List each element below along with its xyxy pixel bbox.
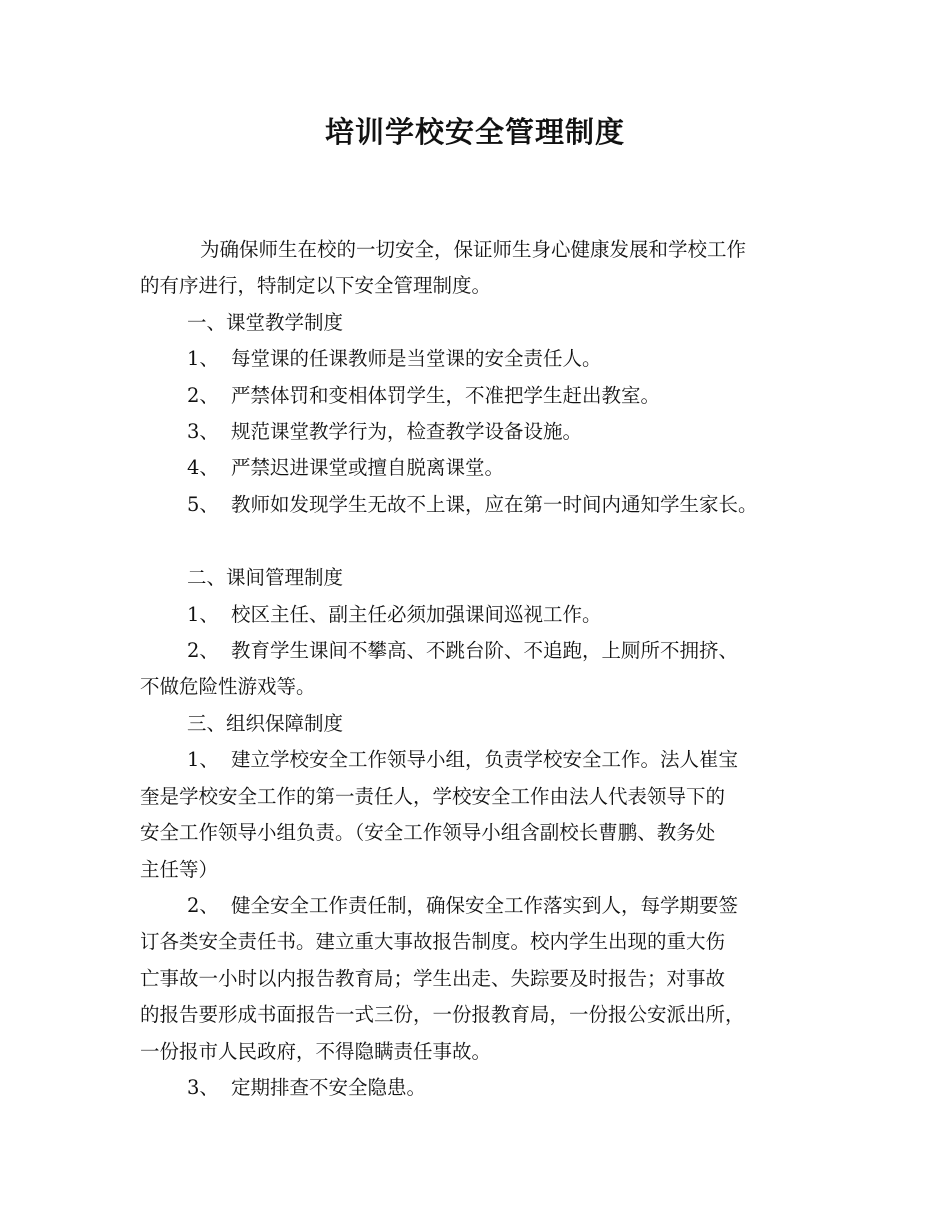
item-continuation-line: 亡事故一小时以内报告教育局；学生出走、失踪要及时报告；对事故 [140, 966, 726, 990]
item-number: 1、 [187, 602, 219, 626]
item-continuation-line: 订各类安全责任书。建立重大事故报告制度。校内学生出现的重大伤 [140, 930, 726, 954]
intro-paragraph [140, 232, 812, 305]
item-text: 每堂课的任课教师是当堂课的安全责任人。 [231, 347, 602, 371]
item-number: 3、 [187, 1075, 219, 1099]
item-number: 1、 [187, 347, 219, 371]
intro-line: 为确保师生在校的一切安全，保证师生身心健康发展和学校工作 [200, 238, 747, 261]
item-number: 1、 [187, 748, 219, 772]
item-number: 2、 [187, 893, 219, 917]
list-item [140, 378, 812, 414]
item-text: 严禁迟进课堂或擅自脱离课堂。 [231, 456, 505, 480]
item-text: 健全安全工作责任制，确保安全工作落实到人，每学期要签 [231, 893, 739, 917]
list-item [140, 742, 812, 778]
document-title: 培训学校安全管理制度 [324, 115, 625, 149]
item-continuation-line: 不做危险性游戏等。 [140, 675, 316, 699]
item-number: 4、 [187, 456, 219, 480]
item-text: 规范课堂教学行为，检查教学设备设施。 [231, 420, 583, 444]
item-continuation-line: 的报告要形成书面报告一式三份，一份报教育局，一份报公安派出所， [140, 1003, 745, 1027]
item-text: 建立学校安全工作领导小组，负责学校安全工作。法人崔宝 [231, 748, 739, 772]
item-number: 2、 [187, 639, 219, 663]
list-item [140, 597, 812, 633]
document-body [140, 232, 812, 1106]
item-number: 2、 [187, 383, 219, 407]
item-continuation-line: 主任等） [140, 857, 219, 881]
list-item [140, 888, 812, 924]
item-text: 教育学生课间不攀高、不跳台阶、不追跑，上厕所不拥挤、 [231, 639, 739, 663]
list-item [140, 487, 812, 523]
item-number: 5、 [187, 492, 219, 516]
item-text: 教师如发现学生无故不上课，应在第一时间内通知学生家长。 [231, 492, 758, 516]
list-item [140, 1070, 812, 1106]
list-item [140, 633, 812, 669]
section-heading: 二、课间管理制度 [187, 566, 344, 590]
item-text: 严禁体罚和变相体罚学生，不准把学生赶出教室。 [231, 383, 661, 407]
paragraph-spacer [140, 523, 812, 560]
list-item [140, 450, 812, 486]
item-text: 校区主任、副主任必须加强课间巡视工作。 [231, 602, 602, 626]
item-continuation-line: 安全工作领导小组负责。（安全工作领导小组含副校长曹鹏、教务处 [140, 821, 716, 845]
item-number: 3、 [187, 420, 219, 444]
intro-line: 的有序进行，特制定以下安全管理制度。 [140, 274, 492, 298]
section-heading: 三、组织保障制度 [187, 711, 344, 735]
list-item [140, 414, 812, 450]
item-continuation-line: 奎是学校安全工作的第一责任人，学校安全工作由法人代表领导下的 [140, 784, 726, 808]
item-continuation-line: 一份报市人民政府，不得隐瞒责任事故。 [140, 1039, 492, 1063]
list-item [140, 341, 812, 377]
item-text: 定期排查不安全隐患。 [231, 1075, 427, 1099]
section-heading: 一、课堂教学制度 [187, 310, 344, 334]
